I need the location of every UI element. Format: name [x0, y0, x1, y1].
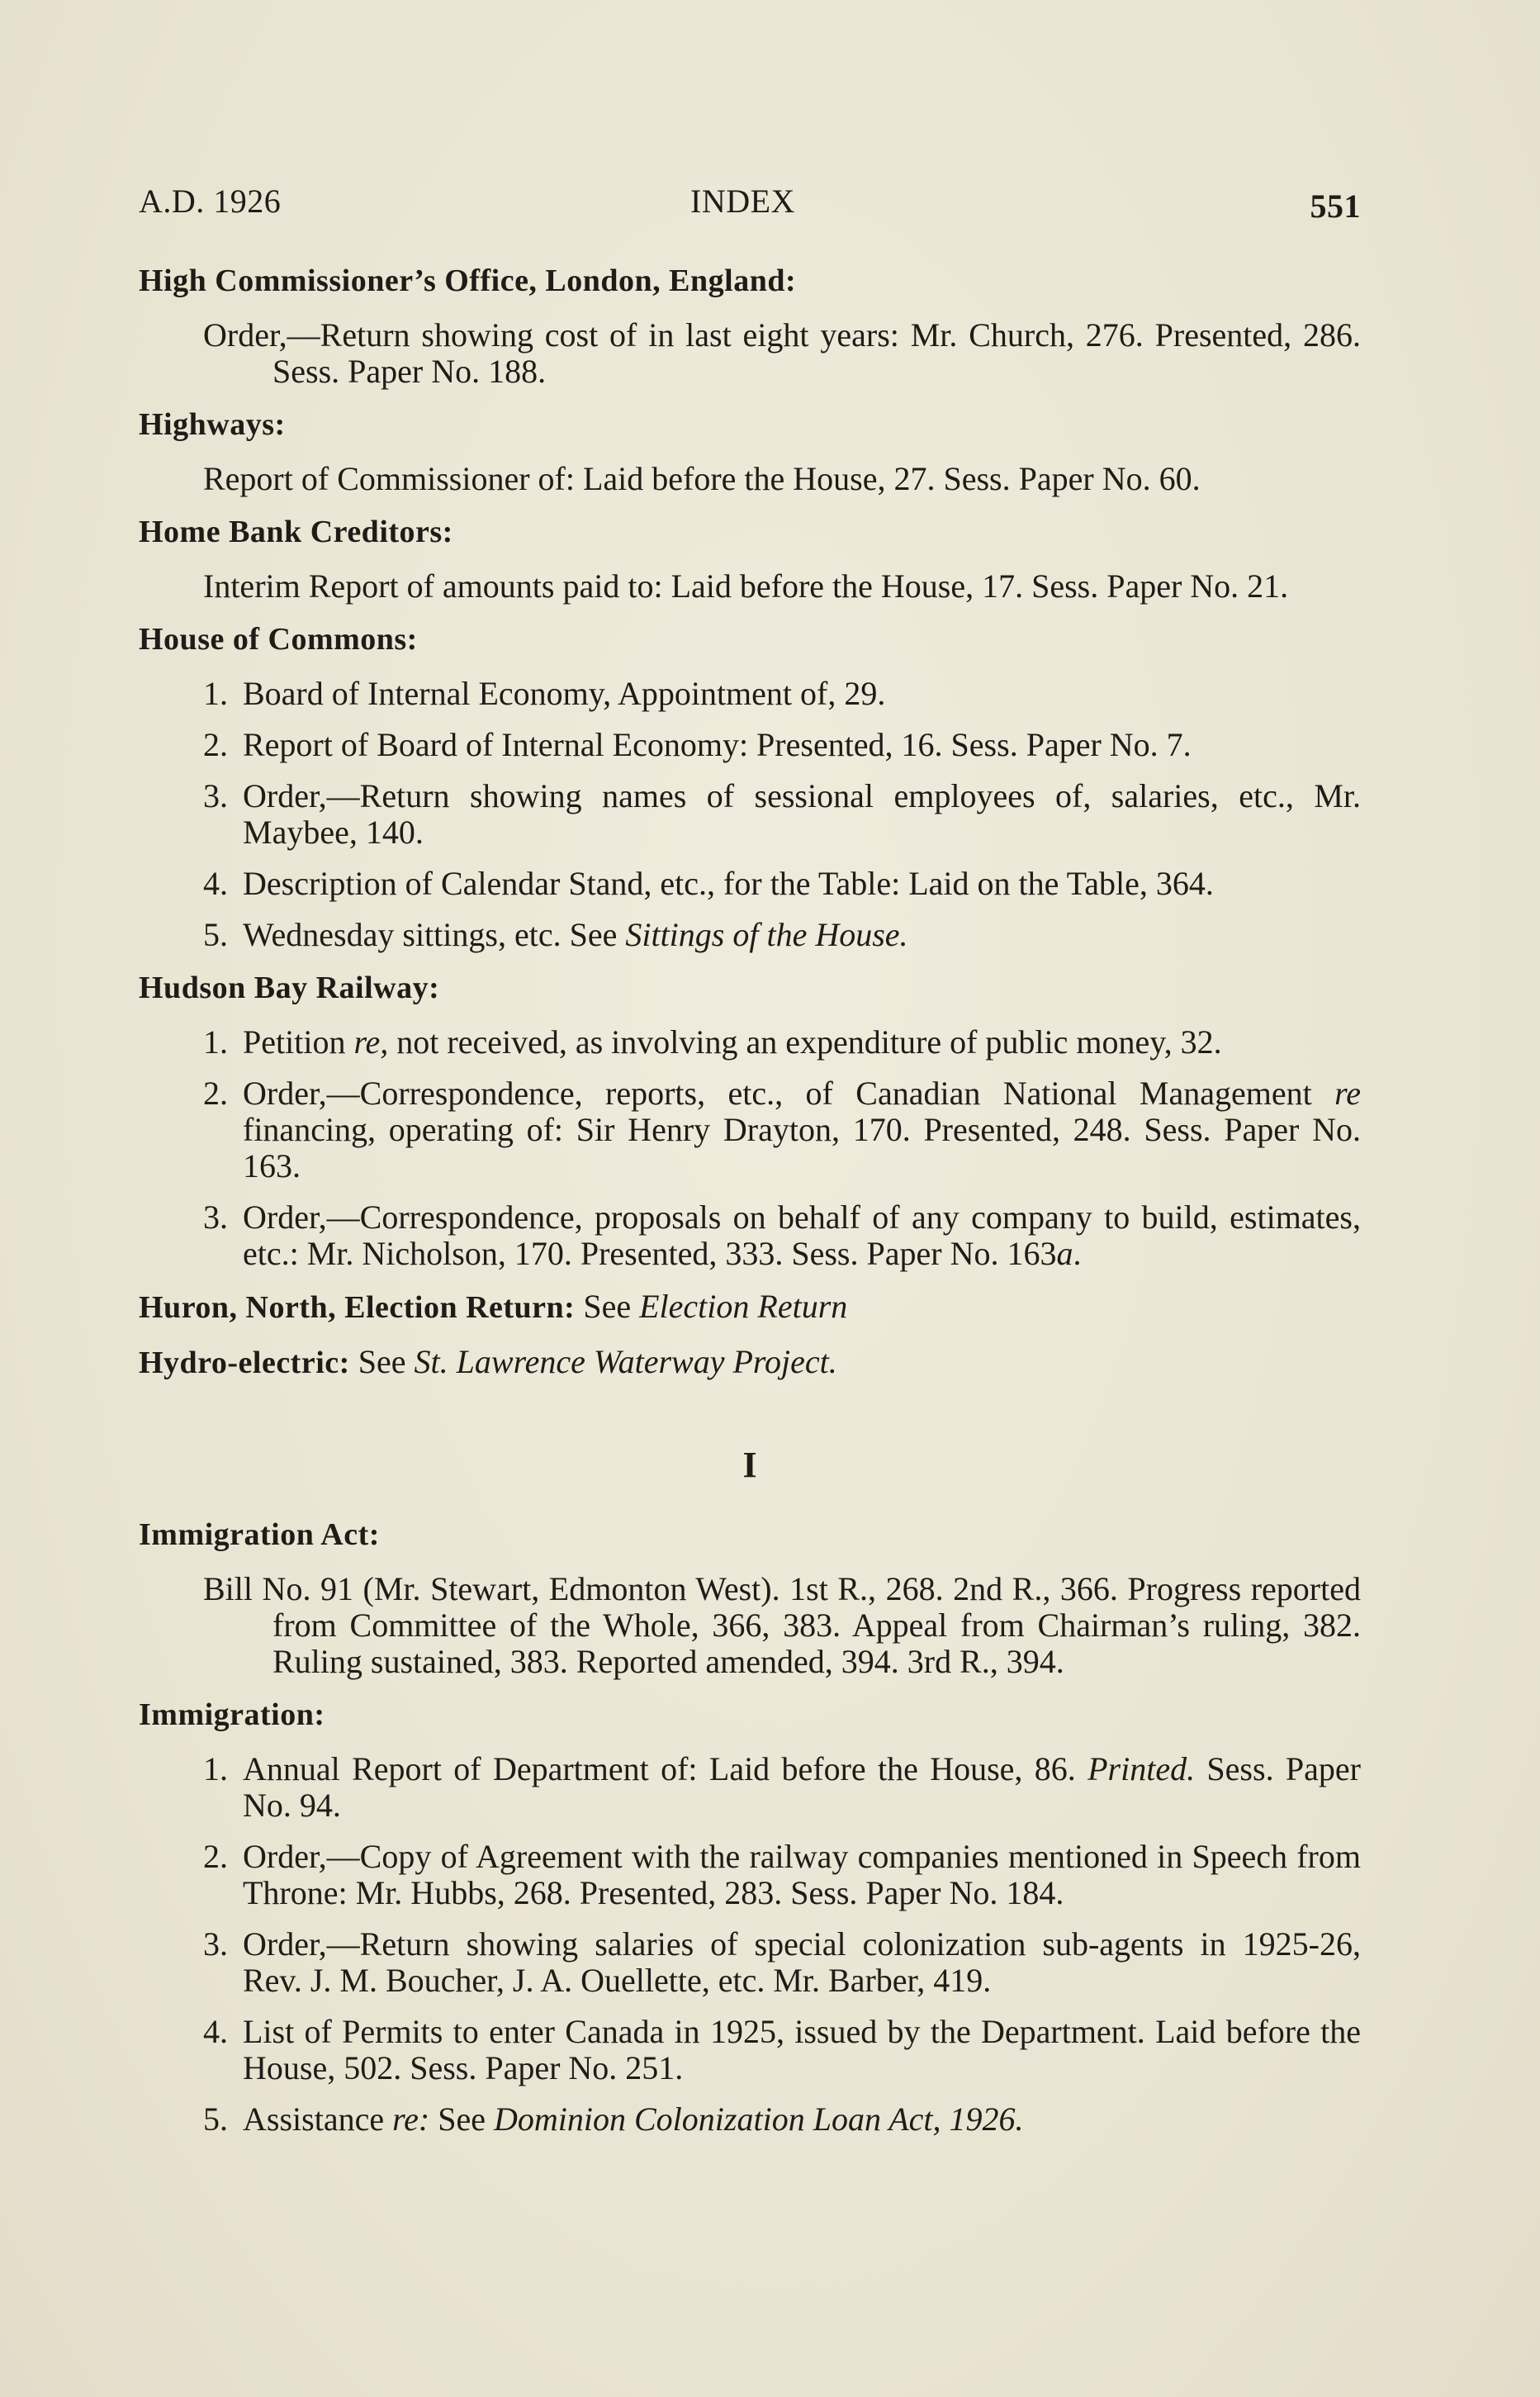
- entry-item: [203, 2014, 1361, 2086]
- see-word: See: [358, 1343, 406, 1380]
- entry-item: [203, 461, 1361, 497]
- entry-item: [203, 866, 1361, 902]
- text-plain: .: [1073, 1235, 1082, 1272]
- text-plain: Wednesday sittings, etc. See: [243, 916, 626, 953]
- heading-text: Hydro-electric:: [139, 1346, 350, 1380]
- item-number: 4.: [203, 865, 228, 902]
- entry-heading: Immigration:: [139, 1697, 325, 1732]
- entry-huron-north: [139, 1289, 1361, 1326]
- page-number: 551: [1310, 187, 1361, 225]
- entry-item-text: Order,—Copy of Agreement with the railway companies mentioned in Speech from Throne: Mr. Hubbs, 268. Presented, 283. Sess. Paper No. 184.: [243, 1838, 1361, 1911]
- header-year: A.D. 1926: [139, 183, 282, 220]
- entry-item-text: Order,—Return showing names of sessional employees of, salaries, etc., Mr. Maybee, 140.: [243, 777, 1361, 851]
- entry-hydro-electric: [139, 1344, 1361, 1381]
- entry-item: [203, 1751, 1361, 1824]
- cross-reference: Dominion Colonization Loan Act, 1926.: [494, 2100, 1024, 2138]
- item-number: 5.: [203, 2100, 228, 2138]
- item-number: 4.: [203, 2013, 228, 2050]
- entry-heading: High Commissioner’s Office, London, England:: [139, 263, 797, 298]
- cross-reference: Election Return: [639, 1288, 848, 1325]
- text-plain: Petition: [243, 1023, 354, 1061]
- text-plain: Sess. Paper No. 94.: [243, 1750, 1361, 1824]
- entry-item: [203, 1926, 1361, 1999]
- item-number: 5.: [203, 916, 228, 953]
- entry-item: [203, 676, 1361, 712]
- item-number: 3.: [203, 777, 228, 814]
- entry-item: [203, 2101, 1361, 2138]
- entry-item-text: Report of Board of Internal Economy: Presented, 16. Sess. Paper No. 7.: [243, 726, 1192, 763]
- entry-item: [203, 317, 1361, 390]
- text-plain: See: [429, 2100, 494, 2138]
- entry-heading: Hudson Bay Railway:: [139, 971, 440, 1005]
- entry-heading: House of Commons:: [139, 622, 418, 657]
- entry-item-text: [243, 1075, 1361, 1184]
- entry-heading: [139, 1344, 1361, 1381]
- entry-item-text: Order,—Return showing cost of in last eight years: Mr. Church, 276. Presented, 286. Sess. Paper No. 188.: [203, 316, 1361, 390]
- entry-hudson-bay-railway: [139, 970, 1361, 1272]
- entry-item-text: [243, 1751, 1361, 1824]
- entry-item-text: [243, 2101, 1361, 2138]
- entry-item: [203, 568, 1361, 605]
- item-number: 2.: [203, 726, 228, 763]
- entry-item-text: Description of Calendar Stand, etc., for the Table: Laid on the Table, 364.: [243, 865, 1214, 902]
- item-number: 2.: [203, 1838, 228, 1875]
- entry-home-bank: [139, 514, 1361, 605]
- entry-item-text: [243, 1199, 1361, 1272]
- text-italic: re: [1334, 1075, 1361, 1112]
- see-word: See: [583, 1288, 632, 1325]
- index-content: [139, 263, 1361, 2154]
- section-letter: I: [742, 1445, 757, 1485]
- entry-item: [203, 1571, 1361, 1680]
- item-number: 1.: [203, 675, 228, 712]
- text-italic: a: [1056, 1235, 1073, 1272]
- text-italic: re,: [353, 1023, 389, 1061]
- entry-item-text: [243, 917, 1361, 953]
- entry-heading: Immigration Act:: [139, 1517, 380, 1552]
- entry-item: [203, 917, 1361, 953]
- item-number: 3.: [203, 1925, 228, 1963]
- text-plain: Annual Report of Department of: Laid before the House, 86.: [243, 1750, 1088, 1787]
- text-plain: financing, operating of: Sir Henry Drayton, 170. Presented, 248. Sess. Paper No. 163.: [243, 1111, 1361, 1184]
- running-head: [139, 182, 1361, 231]
- entry-item-text: List of Permits to enter Canada in 1925, issued by the Department. Laid before the House, 502. Sess. Paper No. 251.: [243, 2013, 1361, 2086]
- cross-reference: St. Lawrence Waterway Project.: [414, 1343, 837, 1380]
- item-number: 3.: [203, 1198, 228, 1236]
- entry-item: [203, 1024, 1361, 1061]
- text-plain: not received, as involving an expenditure of public money, 32.: [388, 1023, 1222, 1061]
- entry-heading: Highways:: [139, 407, 286, 442]
- item-number: 1.: [203, 1750, 228, 1787]
- entry-item-text: Board of Internal Economy, Appointment of, 29.: [243, 675, 886, 712]
- entry-item-text: Interim Report of amounts paid to: Laid before the House, 17. Sess. Paper No. 21.: [203, 567, 1289, 605]
- entry-high-commissioner: [139, 263, 1361, 390]
- entry-immigration-act: [139, 1517, 1361, 1680]
- text-plain: Assistance: [243, 2100, 393, 2138]
- entry-item-text: [243, 1024, 1361, 1061]
- cross-reference: Sittings of the House.: [625, 916, 908, 953]
- entry-item-text: Report of Commissioner of: Laid before the House, 27. Sess. Paper No. 60.: [203, 460, 1201, 497]
- entry-item-text: Order,—Return showing salaries of special colonization sub-agents in 1925-26, Rev. J. M. Boucher, J. A. Ouellette, etc. Mr. Barber, 419.: [243, 1925, 1361, 1999]
- text-italic: re:: [392, 2100, 430, 2138]
- header-title: INDEX: [690, 183, 795, 220]
- entry-heading: [139, 1289, 1361, 1326]
- text-plain: Order,—Correspondence, reports, etc., of Canadian National Management: [243, 1075, 1335, 1112]
- entry-item-text: Bill No. 91 (Mr. Stewart, Edmonton West). 1st R., 268. 2nd R., 366. Progress reported from Committee of the Whole, 366, 383. Appeal from Chairman’s ruling, 382. Ruling sustained, 383. Reported amended, 394. 3rd R., 394.: [203, 1570, 1361, 1680]
- entry-highways: [139, 406, 1361, 497]
- entry-item: [203, 778, 1361, 851]
- text-plain: Order,—Correspondence, proposals on behalf of any company to build, estimates, etc.: Mr. Nicholson, 170. Presented, 333. Sess. Paper No. 163: [243, 1198, 1361, 1272]
- item-number: 1.: [203, 1023, 228, 1061]
- heading-text: Huron, North, Election Return:: [139, 1290, 576, 1325]
- item-number: 2.: [203, 1075, 228, 1112]
- entry-immigration: [139, 1697, 1361, 2138]
- entry-item: [203, 1839, 1361, 1911]
- entry-item: [203, 1199, 1361, 1272]
- entry-heading: Home Bank Creditors:: [139, 515, 453, 549]
- text-italic: Printed.: [1087, 1750, 1196, 1787]
- entry-item: [203, 1075, 1361, 1184]
- entry-house-of-commons: [139, 621, 1361, 953]
- entry-item: [203, 727, 1361, 763]
